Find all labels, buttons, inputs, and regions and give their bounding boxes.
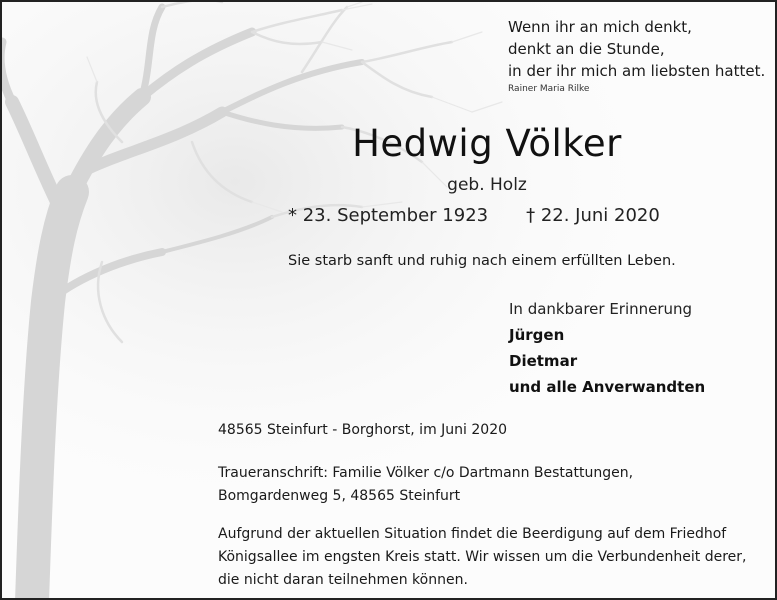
life-dates <box>288 204 660 228</box>
burial-note <box>218 523 746 592</box>
mourner-name: Dietmar <box>509 352 578 370</box>
burial-note-line: die nicht daran teilnehmen können. <box>218 572 468 588</box>
quote-author: Rainer Maria Rilke <box>508 84 590 94</box>
place-and-date: 48565 Steinfurt - Borghorst, im Juni 2020 <box>218 422 508 438</box>
mourner-name: und alle Anverwandten <box>509 378 706 396</box>
mourners-intro: In dankbarer Erinnerung <box>509 300 693 318</box>
quote-line: Wenn ihr an mich denkt, <box>508 18 692 36</box>
address-line: Bomgardenweg 5, 48565 Steinfurt <box>218 488 461 504</box>
mourner-name: Jürgen <box>509 326 565 344</box>
mourning-address <box>218 462 633 508</box>
memorial-quote <box>508 16 765 96</box>
death-date: † 22. Juni 2020 <box>526 205 660 226</box>
mourners-block <box>509 296 705 400</box>
quote-line: denkt an die Stunde, <box>508 40 665 58</box>
address-line: Traueranschrift: Familie Völker c/o Dartmann Bestattungen, <box>218 465 634 481</box>
birth-date: * 23. September 1923 <box>288 205 489 226</box>
quote-line: in der ihr mich am liebsten hattet. <box>508 62 766 80</box>
burial-note-line: Aufgrund der aktuellen Situation findet die Beerdigung auf dem Friedhof <box>218 526 727 542</box>
passing-statement: Sie starb sanft und ruhig nach einem erfüllten Leben. <box>288 253 676 269</box>
deceased-name: Hedwig Völker <box>352 122 622 165</box>
maiden-name: geb. Holz <box>447 175 527 195</box>
burial-note-line: Königsallee im engsten Kreis statt. Wir wissen um die Verbundenheit derer, <box>218 549 747 565</box>
